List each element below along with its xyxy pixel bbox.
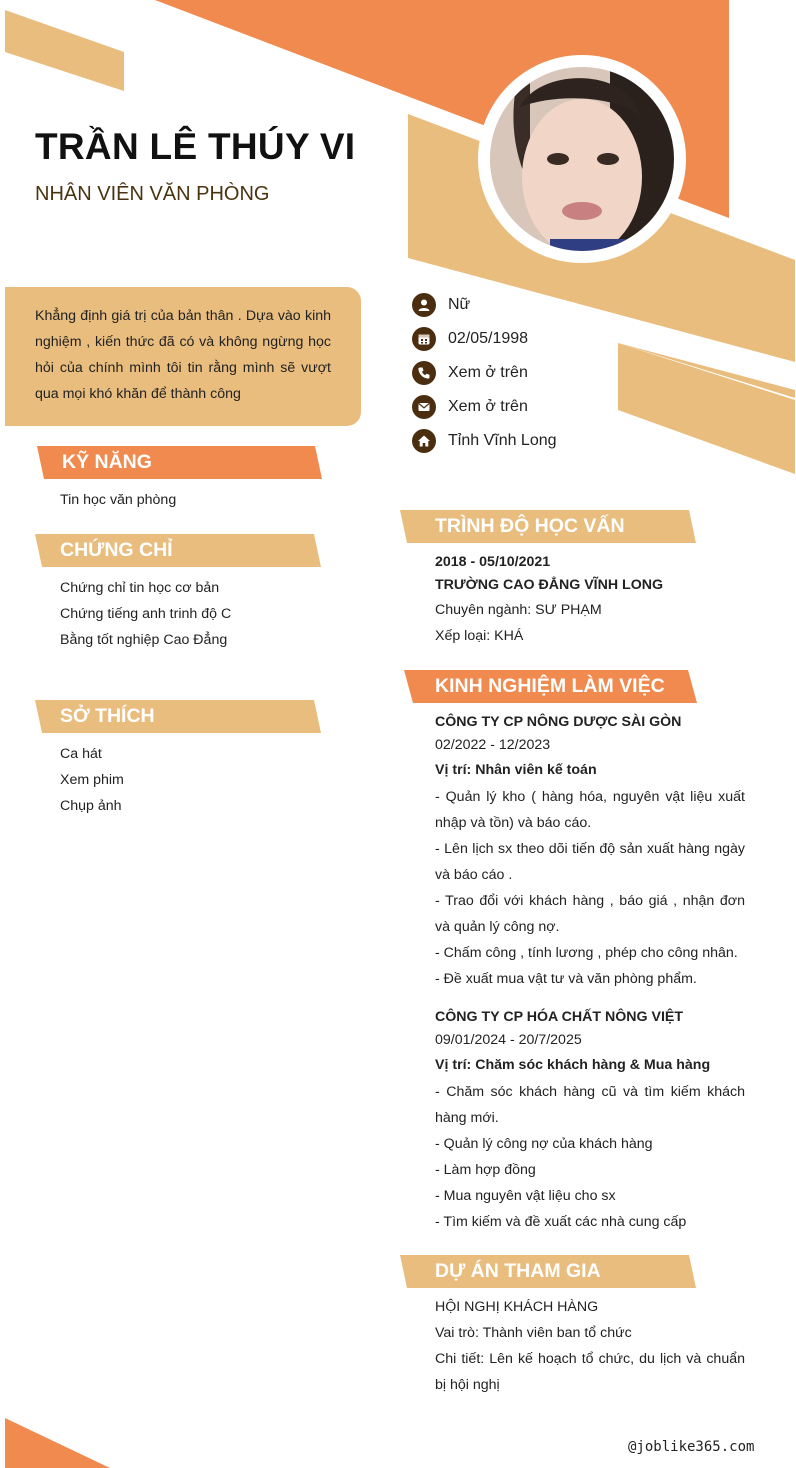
summary-text: Khẳng định giá trị của bản thân . Dựa vào kinh nghiệm , kiến thức đã có và không ngừng học hỏi của chính mình tôi tin rằng mình sẽ vượt qua mọi khó khăn để thành công <box>35 308 331 402</box>
certificate-item: Chứng chỉ tin học cơ bản <box>60 580 220 596</box>
job-duty: - Làm hợp đồng <box>435 1162 536 1178</box>
right-sand-strip-2 <box>618 343 795 474</box>
job-company: CÔNG TY CP HÓA CHẤT NÔNG VIỆT <box>435 1009 684 1025</box>
experience-heading <box>404 670 697 703</box>
education-rank: Xếp loại: KHÁ <box>435 628 524 644</box>
job-duty: - Chấm công , tính lương , phép cho công nhân. <box>435 945 738 961</box>
job-title: NHÂN VIÊN VĂN PHÒNG <box>35 183 270 205</box>
candidate-name: TRẦN LÊ THÚY VI <box>35 126 356 167</box>
skills-heading <box>37 446 322 479</box>
hobby-item: Ca hát <box>60 746 102 762</box>
contact-address <box>412 424 557 458</box>
contact-text: Tỉnh Vĩnh Long <box>448 432 557 449</box>
projects-heading <box>400 1255 696 1288</box>
project-detail: Chi tiết: Lên kế hoạch tổ chức, du lịch và chuẩn bị hội nghị <box>435 1351 745 1393</box>
project-role: Vai trò: Thành viên ban tổ chức <box>435 1325 632 1341</box>
job-period: 09/01/2024 - 20/7/2025 <box>435 1032 582 1048</box>
section-title: KINH NGHIỆM LÀM VIỆC <box>435 675 665 697</box>
avatar <box>490 67 674 251</box>
hobbies-heading <box>35 700 321 733</box>
contact-birthday <box>412 322 557 356</box>
job-duty: - Chăm sóc khách hàng cũ và tìm kiếm khách hàng mới. <box>435 1084 745 1126</box>
education-period: 2018 - 05/10/2021 <box>435 554 551 570</box>
certificate-item: Chứng tiếng anh trinh độ C <box>60 606 232 622</box>
contact-list <box>412 288 557 458</box>
section-title: CHỨNG CHỈ <box>60 539 173 561</box>
bottom-left-orange-corner <box>5 1418 110 1468</box>
hobby-item: Chụp ảnh <box>60 798 122 814</box>
home-icon <box>412 429 436 453</box>
job-period: 02/2022 - 12/2023 <box>435 737 551 753</box>
education-school: TRƯỜNG CAO ĐẲNG VĨNH LONG <box>435 577 664 593</box>
job-duty: - Quản lý công nợ của khách hàng <box>435 1136 653 1152</box>
contact-phone <box>412 356 557 390</box>
contact-text: Xem ở trên <box>448 398 528 415</box>
summary-box <box>5 287 361 426</box>
section-title: TRÌNH ĐỘ HỌC VẤN <box>435 515 625 537</box>
skill-item: Tin học văn phòng <box>60 492 177 508</box>
job-position: Vị trí: Chăm sóc khách hàng & Mua hàng <box>435 1057 711 1073</box>
education-heading <box>400 510 696 543</box>
contact-text: Nữ <box>448 296 471 313</box>
section-title: KỸ NĂNG <box>62 451 152 473</box>
job-duty: - Tìm kiếm và đề xuất các nhà cung cấp <box>435 1214 687 1230</box>
certificate-item: Bằng tốt nghiệp Cao Đẳng <box>60 632 228 648</box>
job-duty: - Trao đổi với khách hàng , báo giá , nhận đơn và quản lý công nợ. <box>435 893 745 935</box>
education-major: Chuyên ngành: SƯ PHẠM <box>435 602 602 618</box>
contact-gender <box>412 288 557 322</box>
hobby-item: Xem phim <box>60 772 124 788</box>
job-duty: - Mua nguyên vật liệu cho sx <box>435 1188 616 1204</box>
contact-text: 02/05/1998 <box>448 330 529 347</box>
job-duty: - Quản lý kho ( hàng hóa, nguyên vật liệu xuất nhập và tồn) và báo cáo. <box>435 789 745 831</box>
phone-icon <box>412 361 436 385</box>
footer-watermark: @joblike365.com <box>628 1439 755 1455</box>
person-icon <box>412 293 436 317</box>
top-left-sand-strip <box>5 10 124 91</box>
job-duty: - Lên lịch sx theo dõi tiến độ sản xuất hàng ngày và báo cáo . <box>435 841 745 883</box>
job-duty: - Đề xuất mua vật tư và văn phòng phẩm. <box>435 971 697 987</box>
contact-text: Xem ở trên <box>448 364 528 381</box>
calendar-icon <box>412 327 436 351</box>
section-title: DỰ ÁN THAM GIA <box>435 1260 601 1282</box>
job-position: Vị trí: Nhân viên kế toán <box>435 762 597 778</box>
mail-icon <box>412 395 436 419</box>
certificates-heading <box>35 534 321 567</box>
job-company: CÔNG TY CP NÔNG DƯỢC SÀI GÒN <box>435 714 682 730</box>
avatar-portrait <box>490 67 674 251</box>
contact-email <box>412 390 557 424</box>
section-title: SỞ THÍCH <box>60 705 155 727</box>
project-name: HỘI NGHỊ KHÁCH HÀNG <box>435 1299 599 1315</box>
